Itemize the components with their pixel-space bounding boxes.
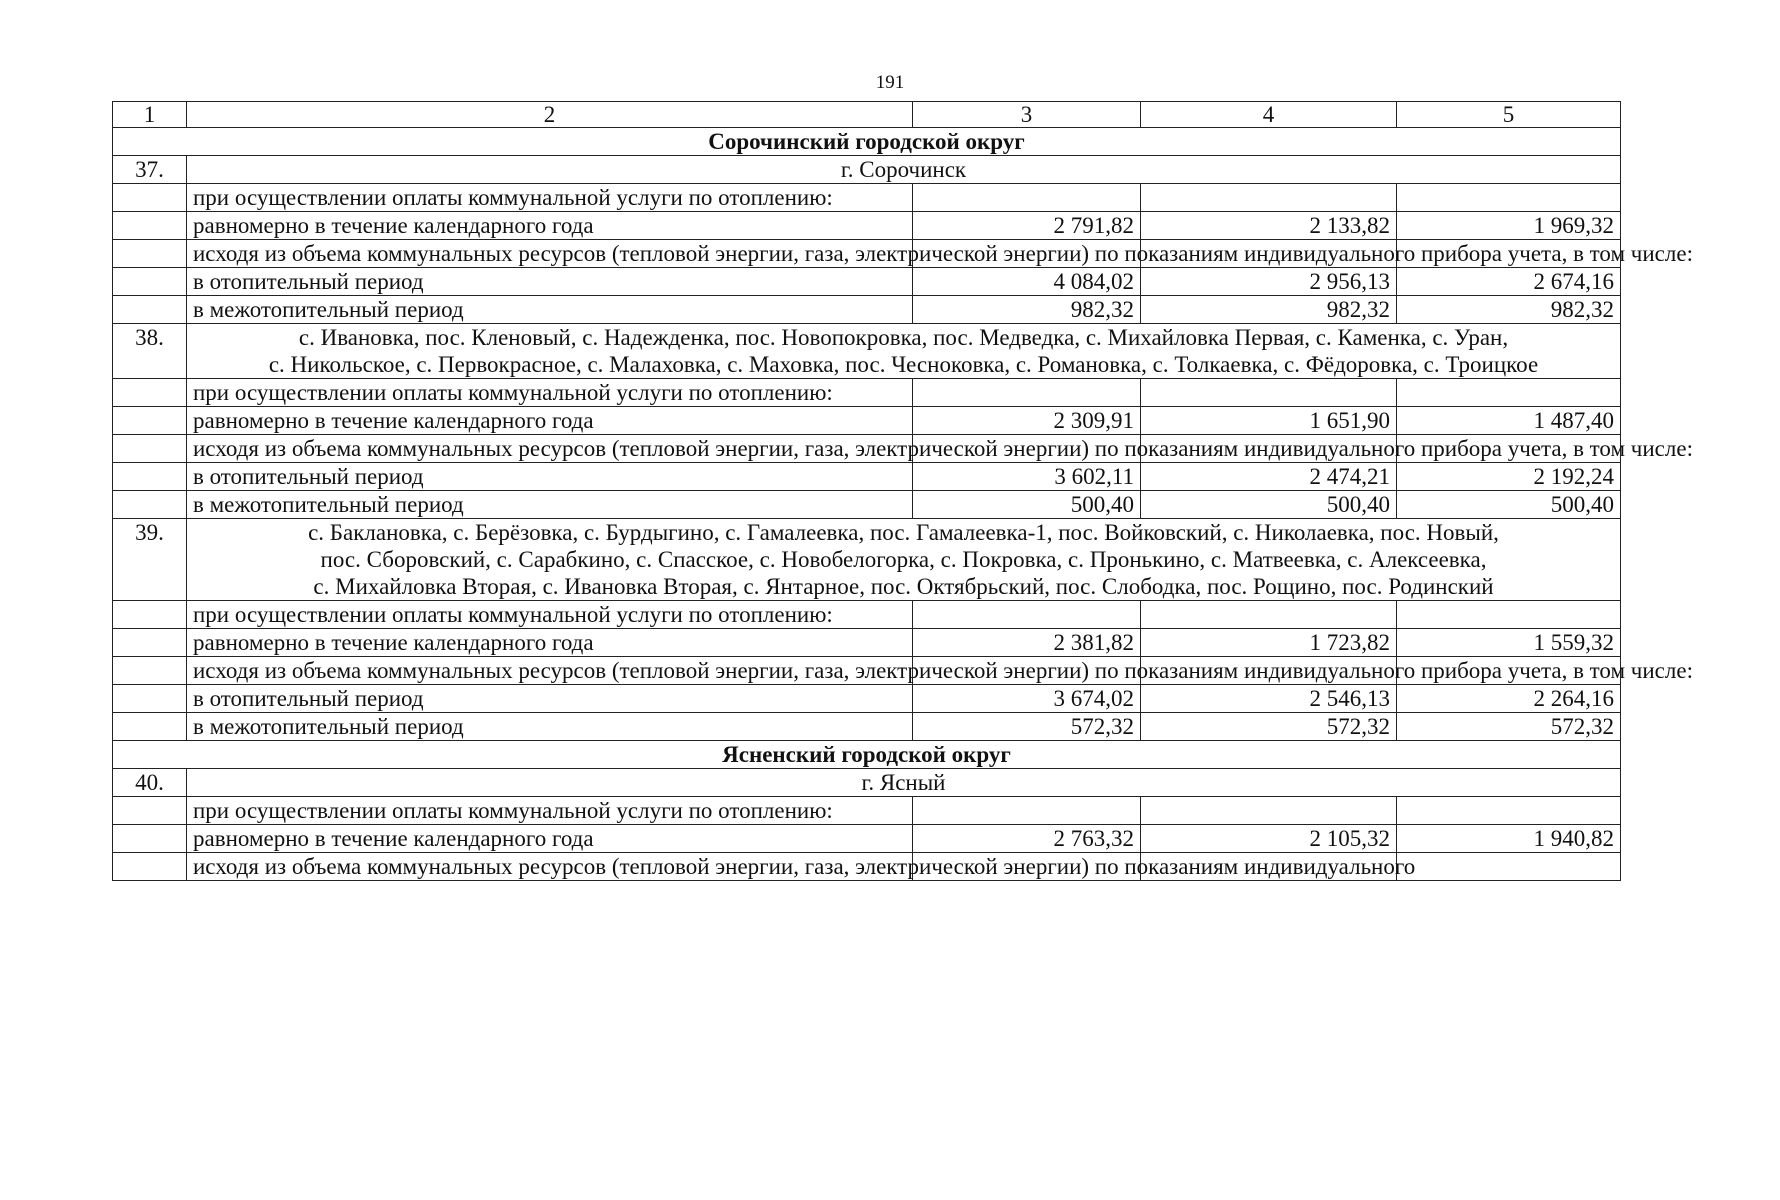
empty-cell	[113, 379, 187, 407]
tariff-label: исходя из объема коммунальных ресурсов (тепловой энергии, газа, электрической энергии) по показаниям индивидуального	[187, 853, 913, 881]
tariff-value-c3: 4 084,02	[913, 268, 1141, 296]
tariff-value-c3: 2 309,91	[913, 407, 1141, 435]
tariff-row	[113, 268, 1621, 296]
tariff-label: равномерно в течение календарного года	[187, 407, 913, 435]
tariff-table	[112, 101, 1693, 881]
settlement-line: г. Ясный	[861, 770, 946, 795]
tariff-value-c3: 982,32	[913, 296, 1141, 324]
tariff-label: при осуществлении оплаты коммунальной услуги по отоплению:	[187, 601, 913, 629]
tariff-value-c4	[1141, 184, 1397, 212]
empty-cell	[113, 268, 187, 296]
empty-cell	[113, 629, 187, 657]
tariff-row	[113, 657, 1621, 685]
tariff-value-c4: 2 546,13	[1141, 685, 1397, 713]
empty-cell	[113, 713, 187, 741]
tariff-row	[113, 713, 1621, 741]
settlement-list	[187, 156, 1621, 184]
settlement-list	[187, 769, 1621, 797]
empty-cell	[113, 601, 187, 629]
settlement-row	[113, 324, 1621, 379]
settlement-line: г. Сорочинск	[840, 157, 967, 182]
tariff-value-c3	[913, 601, 1141, 629]
column-number: 2	[187, 102, 913, 128]
tariff-value-c5	[1397, 184, 1621, 212]
settlement-list	[187, 324, 1621, 379]
empty-cell	[113, 797, 187, 825]
tariff-value-c4: 2 105,32	[1141, 825, 1397, 853]
tariff-value-c5: 1 969,32	[1397, 212, 1621, 240]
empty-cell	[113, 212, 187, 240]
tariff-value-c4	[1141, 379, 1397, 407]
tariff-value-c3	[913, 379, 1141, 407]
column-number: 1	[113, 102, 187, 128]
tariff-value-c4	[1141, 601, 1397, 629]
tariff-value-c5: 1 487,40	[1397, 407, 1621, 435]
tariff-row	[113, 463, 1621, 491]
tariff-value-c5: 500,40	[1397, 491, 1621, 519]
tariff-row	[113, 240, 1621, 268]
tariff-row	[113, 184, 1621, 212]
tariff-value-c5	[1397, 601, 1621, 629]
district-row	[113, 128, 1621, 156]
tariff-value-c3: 2 791,82	[913, 212, 1141, 240]
tariff-value-c5: 2 674,16	[1397, 268, 1621, 296]
tariff-value-c4: 1 723,82	[1141, 629, 1397, 657]
tariff-label: в межотопительный период	[187, 491, 913, 519]
tariff-row	[113, 601, 1621, 629]
tariff-row	[113, 435, 1621, 463]
tariff-row	[113, 685, 1621, 713]
tariff-value-c3: 2 381,82	[913, 629, 1141, 657]
tariff-row	[113, 491, 1621, 519]
tariff-value-c5: 2 264,16	[1397, 685, 1621, 713]
column-number-row	[113, 102, 1621, 128]
empty-cell	[113, 240, 187, 268]
tariff-value-c4: 982,32	[1141, 296, 1397, 324]
tariff-value-c4: 2 474,21	[1141, 463, 1397, 491]
empty-cell	[113, 825, 187, 853]
district-title: Ясненский городской округ	[113, 741, 1621, 769]
tariff-value-c3: 572,32	[913, 713, 1141, 741]
tariff-row	[113, 296, 1621, 324]
settlement-line: с. Михайловка Вторая, с. Ивановка Вторая, с. Янтарное, пос. Октябрьский, пос. Слободка, пос. Рощино, пос. Родинский	[313, 574, 1494, 599]
empty-cell	[113, 685, 187, 713]
tariff-label: исходя из объема коммунальных ресурсов (тепловой энергии, газа, электрической энергии) по показаниям индивидуального прибора учета, в том числе:	[187, 240, 913, 268]
tariff-label: при осуществлении оплаты коммунальной услуги по отоплению:	[187, 797, 913, 825]
empty-cell	[113, 491, 187, 519]
settlement-row	[113, 519, 1621, 601]
tariff-value-c5	[1397, 797, 1621, 825]
tariff-label: исходя из объема коммунальных ресурсов (тепловой энергии, газа, электрической энергии) по показаниям индивидуального прибора учета, в том числе:	[187, 657, 913, 685]
settlement-list	[187, 519, 1621, 601]
tariff-label: в межотопительный период	[187, 713, 913, 741]
tariff-value-c3: 3 674,02	[913, 685, 1141, 713]
tariff-value-c3	[913, 184, 1141, 212]
settlement-line: с. Ивановка, пос. Кленовый, с. Надежденка, пос. Новопокровка, пос. Медведка, с. Михайловка Первая, с. Каменка, с. Уран,	[298, 325, 1509, 350]
empty-cell	[113, 407, 187, 435]
tariff-value-c4	[1141, 797, 1397, 825]
tariff-label: равномерно в течение календарного года	[187, 629, 913, 657]
tariff-value-c3: 2 763,32	[913, 825, 1141, 853]
tariff-value-c3: 500,40	[913, 491, 1141, 519]
tariff-row	[113, 629, 1621, 657]
tariff-value-c5	[1397, 379, 1621, 407]
tariff-row	[113, 853, 1621, 881]
tariff-value-c3	[913, 797, 1141, 825]
tariff-row	[113, 797, 1621, 825]
tariff-label: при осуществлении оплаты коммунальной услуги по отоплению:	[187, 184, 913, 212]
district-title: Сорочинский городской округ	[113, 128, 1621, 156]
column-number: 5	[1397, 102, 1621, 128]
empty-cell	[113, 657, 187, 685]
entry-number: 40.	[113, 769, 187, 797]
tariff-value-c4: 500,40	[1141, 491, 1397, 519]
entry-number: 38.	[113, 324, 187, 379]
tariff-value-c5: 1 559,32	[1397, 629, 1621, 657]
column-number: 4	[1141, 102, 1397, 128]
tariff-value-c4: 2 956,13	[1141, 268, 1397, 296]
settlement-row	[113, 156, 1621, 184]
tariff-value-c5: 1 940,82	[1397, 825, 1621, 853]
settlement-line: с. Баклановка, с. Берёзовка, с. Бурдыгино, с. Гамалеевка, пос. Гамалеевка-1, пос. Войковский, с. Николаевка, пос. Новый,	[308, 520, 1499, 545]
tariff-value-c5: 982,32	[1397, 296, 1621, 324]
settlement-line: пос. Сборовский, с. Сарабкино, с. Спасское, с. Новобелогорка, с. Покровка, с. Пронькино, с. Матвеевка, с. Алексеевка,	[320, 547, 1487, 572]
tariff-label: в отопительный период	[187, 463, 913, 491]
district-row	[113, 741, 1621, 769]
tariff-value-c5: 572,32	[1397, 713, 1621, 741]
entry-number: 39.	[113, 519, 187, 601]
tariff-value-c4: 1 651,90	[1141, 407, 1397, 435]
tariff-label: равномерно в течение календарного года	[187, 825, 913, 853]
tariff-row	[113, 379, 1621, 407]
page-number: 191	[875, 72, 905, 93]
tariff-label: равномерно в течение календарного года	[187, 212, 913, 240]
tariff-label: исходя из объема коммунальных ресурсов (тепловой энергии, газа, электрической энергии) по показаниям индивидуального прибора учета, в том числе:	[187, 435, 913, 463]
tariff-value-c5	[1397, 853, 1621, 881]
empty-cell	[113, 184, 187, 212]
column-number: 3	[913, 102, 1141, 128]
empty-cell	[113, 463, 187, 491]
tariff-value-c4: 572,32	[1141, 713, 1397, 741]
tariff-row	[113, 407, 1621, 435]
tariff-label: в межотопительный период	[187, 296, 913, 324]
tariff-label: в отопительный период	[187, 268, 913, 296]
settlement-row	[113, 769, 1621, 797]
tariff-table-body	[113, 102, 1693, 881]
tariff-label: при осуществлении оплаты коммунальной услуги по отоплению:	[187, 379, 913, 407]
empty-cell	[113, 853, 187, 881]
tariff-value-c5: 2 192,24	[1397, 463, 1621, 491]
empty-cell	[113, 296, 187, 324]
tariff-value-c3: 3 602,11	[913, 463, 1141, 491]
tariff-value-c4: 2 133,82	[1141, 212, 1397, 240]
tariff-row	[113, 212, 1621, 240]
settlement-line: с. Никольское, с. Первокрасное, с. Малаховка, с. Маховка, пос. Чесноковка, с. Романовка, с. Толкаевка, с. Фёдоровка, с. Троицкое	[268, 352, 1539, 377]
tariff-row	[113, 825, 1621, 853]
empty-cell	[113, 435, 187, 463]
entry-number: 37.	[113, 156, 187, 184]
tariff-label: в отопительный период	[187, 685, 913, 713]
